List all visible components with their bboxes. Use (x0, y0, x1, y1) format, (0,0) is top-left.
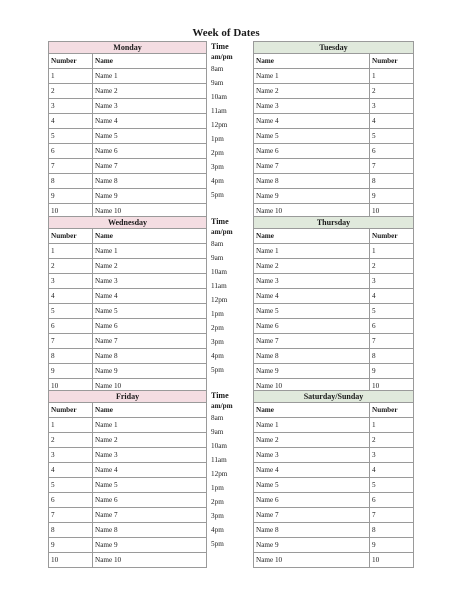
table-row (49, 493, 207, 508)
row-name[interactable]: Name 8 (254, 349, 370, 364)
time-slot: 8am (211, 64, 224, 73)
time-row (209, 251, 251, 265)
row-number: 9 (49, 364, 93, 379)
time-row (209, 481, 251, 495)
row-number: 7 (370, 508, 414, 523)
time-slot: 8am (211, 239, 224, 248)
table-row (254, 129, 414, 144)
row-number: 9 (370, 189, 414, 204)
row-number: 9 (370, 364, 414, 379)
table-row (49, 478, 207, 493)
row-name[interactable]: Name 8 (93, 523, 207, 538)
row-name[interactable]: Name 1 (254, 69, 370, 84)
row-number: 10 (49, 204, 93, 219)
table-row (49, 538, 207, 553)
row-name[interactable]: Name 7 (93, 508, 207, 523)
name-col-header: Name (254, 403, 370, 418)
row-name[interactable]: Name 7 (93, 334, 207, 349)
row-number: 7 (370, 334, 414, 349)
row-number: 10 (370, 553, 414, 568)
tuesday-schedule (253, 41, 414, 219)
table-row (49, 334, 207, 349)
table-row (254, 538, 414, 553)
row-name[interactable]: Name 9 (93, 538, 207, 553)
time-row (209, 118, 251, 132)
row-number: 4 (49, 463, 93, 478)
row-number: 4 (370, 289, 414, 304)
row-name[interactable]: Name 10 (254, 553, 370, 568)
row-name[interactable]: Name 2 (93, 84, 207, 99)
row-name[interactable]: Name 1 (93, 244, 207, 259)
row-number: 4 (370, 463, 414, 478)
row-number: 8 (49, 349, 93, 364)
table-row (254, 349, 414, 364)
table-row (254, 259, 414, 274)
row-number: 2 (370, 433, 414, 448)
row-name[interactable]: Name 4 (254, 289, 370, 304)
table-row (254, 523, 414, 538)
table-row (254, 319, 414, 334)
time-row (209, 174, 251, 188)
day-header-monday: Monday (49, 42, 207, 54)
row-number: 9 (370, 538, 414, 553)
table-row (49, 274, 207, 289)
time-slot: 12pm (211, 295, 228, 304)
row-name[interactable]: Name 8 (254, 523, 370, 538)
row-number: 8 (370, 523, 414, 538)
time-row (209, 335, 251, 349)
time-slot: 9am (211, 427, 224, 436)
table-row (254, 448, 414, 463)
row-name[interactable]: Name 3 (93, 274, 207, 289)
row-name[interactable]: Name 6 (254, 319, 370, 334)
time-slot: 5pm (211, 539, 224, 548)
table-row (254, 433, 414, 448)
table-row (254, 274, 414, 289)
table-row (49, 69, 207, 84)
day-header-friday: Friday (49, 391, 207, 403)
day-header-saturday-sunday: Saturday/Sunday (254, 391, 414, 403)
number-col-header: Number (370, 403, 414, 418)
table-row (49, 289, 207, 304)
row-number: 8 (370, 349, 414, 364)
time-slot: 9am (211, 78, 224, 87)
row-number: 6 (370, 493, 414, 508)
table-row (254, 334, 414, 349)
row-number: 7 (49, 334, 93, 349)
table-row (49, 433, 207, 448)
time-row (209, 76, 251, 90)
table-row (49, 349, 207, 364)
table-row (49, 174, 207, 189)
time-row (209, 160, 251, 174)
row-number: 3 (49, 274, 93, 289)
time-row (209, 439, 251, 453)
table-row (254, 99, 414, 114)
time-column-2 (209, 216, 251, 377)
table-row (254, 289, 414, 304)
time-row (209, 62, 251, 76)
row-name[interactable]: Name 7 (254, 508, 370, 523)
table-row (49, 553, 207, 568)
row-number: 1 (370, 69, 414, 84)
row-name[interactable]: Name 9 (254, 538, 370, 553)
row-name[interactable]: Name 1 (93, 418, 207, 433)
time-slot: 8am (211, 413, 224, 422)
row-name[interactable]: Name 3 (254, 274, 370, 289)
row-number: 2 (370, 259, 414, 274)
name-col-header: Name (254, 54, 370, 69)
time-slot: 2pm (211, 148, 224, 157)
name-col-header: Name (93, 229, 207, 244)
row-name[interactable]: Name 6 (93, 493, 207, 508)
number-col-header: Number (370, 54, 414, 69)
table-row (254, 114, 414, 129)
row-number: 3 (49, 448, 93, 463)
row-name[interactable]: Name 9 (93, 189, 207, 204)
row-number: 1 (370, 418, 414, 433)
row-number: 1 (49, 244, 93, 259)
time-slot: 12pm (211, 120, 228, 129)
table-row (49, 144, 207, 159)
time-slot: 10am (211, 267, 227, 276)
table-row (49, 523, 207, 538)
row-number: 3 (49, 99, 93, 114)
row-name[interactable]: Name 1 (254, 418, 370, 433)
row-name[interactable]: Name 4 (93, 114, 207, 129)
table-row (49, 304, 207, 319)
row-name[interactable]: Name 4 (93, 463, 207, 478)
row-name[interactable]: Name 2 (254, 259, 370, 274)
row-number: 6 (370, 144, 414, 159)
time-row (209, 363, 251, 377)
row-name[interactable]: Name 10 (254, 379, 370, 394)
number-col-header: Number (49, 54, 93, 69)
row-name[interactable]: Name 6 (254, 144, 370, 159)
row-number: 6 (370, 319, 414, 334)
time-row (209, 293, 251, 307)
row-number: 9 (49, 189, 93, 204)
table-row (49, 418, 207, 433)
time-slot: 4pm (211, 351, 224, 360)
wednesday-schedule (48, 216, 207, 394)
row-name[interactable]: Name 6 (93, 144, 207, 159)
table-row (254, 69, 414, 84)
time-row (209, 349, 251, 363)
row-number: 5 (370, 129, 414, 144)
table-row (49, 159, 207, 174)
time-slot: 11am (211, 281, 227, 290)
time-column-1 (209, 41, 251, 202)
row-name[interactable]: Name 9 (93, 364, 207, 379)
row-name[interactable]: Name 1 (93, 69, 207, 84)
table-row (254, 174, 414, 189)
time-row (209, 495, 251, 509)
table-row (49, 259, 207, 274)
time-row (209, 279, 251, 293)
time-slot: 5pm (211, 190, 224, 199)
row-name[interactable]: Name 5 (93, 304, 207, 319)
number-col-header: Number (49, 229, 93, 244)
table-row (254, 304, 414, 319)
row-number: 10 (49, 553, 93, 568)
ampm-header: am/pm (211, 401, 233, 410)
table-row (49, 448, 207, 463)
row-number: 8 (49, 523, 93, 538)
row-name[interactable]: Name 10 (93, 379, 207, 394)
row-name[interactable]: Name 3 (254, 99, 370, 114)
row-number: 10 (370, 379, 414, 394)
row-number: 2 (49, 84, 93, 99)
table-row (49, 463, 207, 478)
table-row (49, 99, 207, 114)
table-row (49, 129, 207, 144)
time-slot: 2pm (211, 323, 224, 332)
time-row (209, 132, 251, 146)
table-row (254, 189, 414, 204)
time-slot: 9am (211, 253, 224, 262)
time-row (209, 321, 251, 335)
time-slot: 4pm (211, 176, 224, 185)
row-number: 5 (49, 129, 93, 144)
number-col-header: Number (49, 403, 93, 418)
time-row (209, 146, 251, 160)
row-name[interactable]: Name 7 (254, 159, 370, 174)
table-row (254, 159, 414, 174)
row-number: 5 (49, 304, 93, 319)
row-name[interactable]: Name 4 (254, 463, 370, 478)
time-slot: 12pm (211, 469, 228, 478)
day-header-thursday: Thursday (254, 217, 414, 229)
time-slot: 1pm (211, 309, 224, 318)
time-slot: 3pm (211, 162, 224, 171)
row-name[interactable]: Name 9 (254, 189, 370, 204)
time-slot: 10am (211, 92, 227, 101)
time-slot: 10am (211, 441, 227, 450)
row-name[interactable]: Name 2 (93, 259, 207, 274)
time-row (209, 307, 251, 321)
table-row (49, 84, 207, 99)
time-slot: 4pm (211, 525, 224, 534)
row-name[interactable]: Name 6 (254, 493, 370, 508)
time-slot: 1pm (211, 483, 224, 492)
ampm-header: am/pm (211, 52, 233, 61)
row-number: 4 (49, 289, 93, 304)
row-number: 6 (49, 144, 93, 159)
row-name[interactable]: Name 8 (254, 174, 370, 189)
time-slot: 2pm (211, 497, 224, 506)
row-name[interactable]: Name 1 (254, 244, 370, 259)
name-col-header: Name (93, 54, 207, 69)
row-number: 8 (370, 174, 414, 189)
time-row (209, 425, 251, 439)
row-name[interactable]: Name 10 (93, 204, 207, 219)
table-row (254, 493, 414, 508)
row-name[interactable]: Name 7 (254, 334, 370, 349)
name-col-header: Name (93, 403, 207, 418)
row-number: 3 (370, 99, 414, 114)
row-name[interactable]: Name 7 (93, 159, 207, 174)
row-number: 3 (370, 274, 414, 289)
time-row (209, 467, 251, 481)
row-number: 4 (370, 114, 414, 129)
table-row (49, 244, 207, 259)
row-number: 6 (49, 319, 93, 334)
row-name[interactable]: Name 8 (93, 349, 207, 364)
row-name[interactable]: Name 9 (254, 364, 370, 379)
row-number: 1 (49, 418, 93, 433)
time-row (209, 90, 251, 104)
table-row (254, 244, 414, 259)
row-number: 1 (49, 69, 93, 84)
row-number: 10 (370, 204, 414, 219)
row-number: 5 (370, 304, 414, 319)
time-row (209, 237, 251, 251)
row-name[interactable]: Name 3 (93, 99, 207, 114)
row-number: 5 (370, 478, 414, 493)
table-row (254, 144, 414, 159)
saturday-sunday-schedule (253, 390, 414, 568)
page-title: Week of Dates (192, 27, 260, 39)
row-number: 8 (49, 174, 93, 189)
row-name[interactable]: Name 8 (93, 174, 207, 189)
monday-schedule (48, 41, 207, 219)
ampm-header: am/pm (211, 227, 233, 236)
time-row (209, 523, 251, 537)
table-row (49, 364, 207, 379)
row-name[interactable]: Name 4 (93, 289, 207, 304)
table-row (254, 418, 414, 433)
time-row (209, 104, 251, 118)
time-row (209, 509, 251, 523)
row-name[interactable]: Name 2 (254, 433, 370, 448)
row-number: 10 (49, 379, 93, 394)
table-row (49, 319, 207, 334)
row-name[interactable]: Name 10 (93, 553, 207, 568)
time-column-3 (209, 390, 251, 551)
time-header: Time (211, 216, 229, 226)
time-row (209, 188, 251, 202)
day-header-tuesday: Tuesday (254, 42, 414, 54)
row-number: 3 (370, 448, 414, 463)
row-number: 5 (49, 478, 93, 493)
time-slot: 5pm (211, 365, 224, 374)
row-name[interactable]: Name 5 (93, 478, 207, 493)
day-header-wednesday: Wednesday (49, 217, 207, 229)
table-row (254, 478, 414, 493)
row-number: 2 (370, 84, 414, 99)
table-row (254, 84, 414, 99)
time-slot: 3pm (211, 337, 224, 346)
row-name[interactable]: Name 10 (254, 204, 370, 219)
row-name[interactable]: Name 5 (93, 129, 207, 144)
row-name[interactable]: Name 5 (254, 129, 370, 144)
time-header: Time (211, 390, 229, 400)
time-slot: 3pm (211, 511, 224, 520)
row-number: 4 (49, 114, 93, 129)
row-name[interactable]: Name 2 (254, 84, 370, 99)
row-number: 7 (49, 508, 93, 523)
table-row (254, 463, 414, 478)
row-name[interactable]: Name 3 (93, 448, 207, 463)
time-slot: 11am (211, 455, 227, 464)
table-row (49, 114, 207, 129)
name-col-header: Name (254, 229, 370, 244)
number-col-header: Number (370, 229, 414, 244)
row-number: 7 (370, 159, 414, 174)
row-name[interactable]: Name 5 (254, 304, 370, 319)
row-number: 6 (49, 493, 93, 508)
row-name[interactable]: Name 6 (93, 319, 207, 334)
time-slot: 11am (211, 106, 227, 115)
row-number: 7 (49, 159, 93, 174)
time-row (209, 411, 251, 425)
time-slot: 1pm (211, 134, 224, 143)
row-number: 2 (49, 259, 93, 274)
table-row (49, 508, 207, 523)
time-row (209, 265, 251, 279)
row-number: 9 (49, 538, 93, 553)
table-row (254, 508, 414, 523)
table-row (254, 553, 414, 568)
time-row (209, 537, 251, 551)
row-name[interactable]: Name 4 (254, 114, 370, 129)
row-name[interactable]: Name 5 (254, 478, 370, 493)
time-row (209, 453, 251, 467)
thursday-schedule (253, 216, 414, 394)
row-number: 2 (49, 433, 93, 448)
row-name[interactable]: Name 3 (254, 448, 370, 463)
time-header: Time (211, 41, 229, 51)
row-name[interactable]: Name 2 (93, 433, 207, 448)
table-row (254, 364, 414, 379)
table-row (49, 189, 207, 204)
friday-schedule (48, 390, 207, 568)
row-number: 1 (370, 244, 414, 259)
